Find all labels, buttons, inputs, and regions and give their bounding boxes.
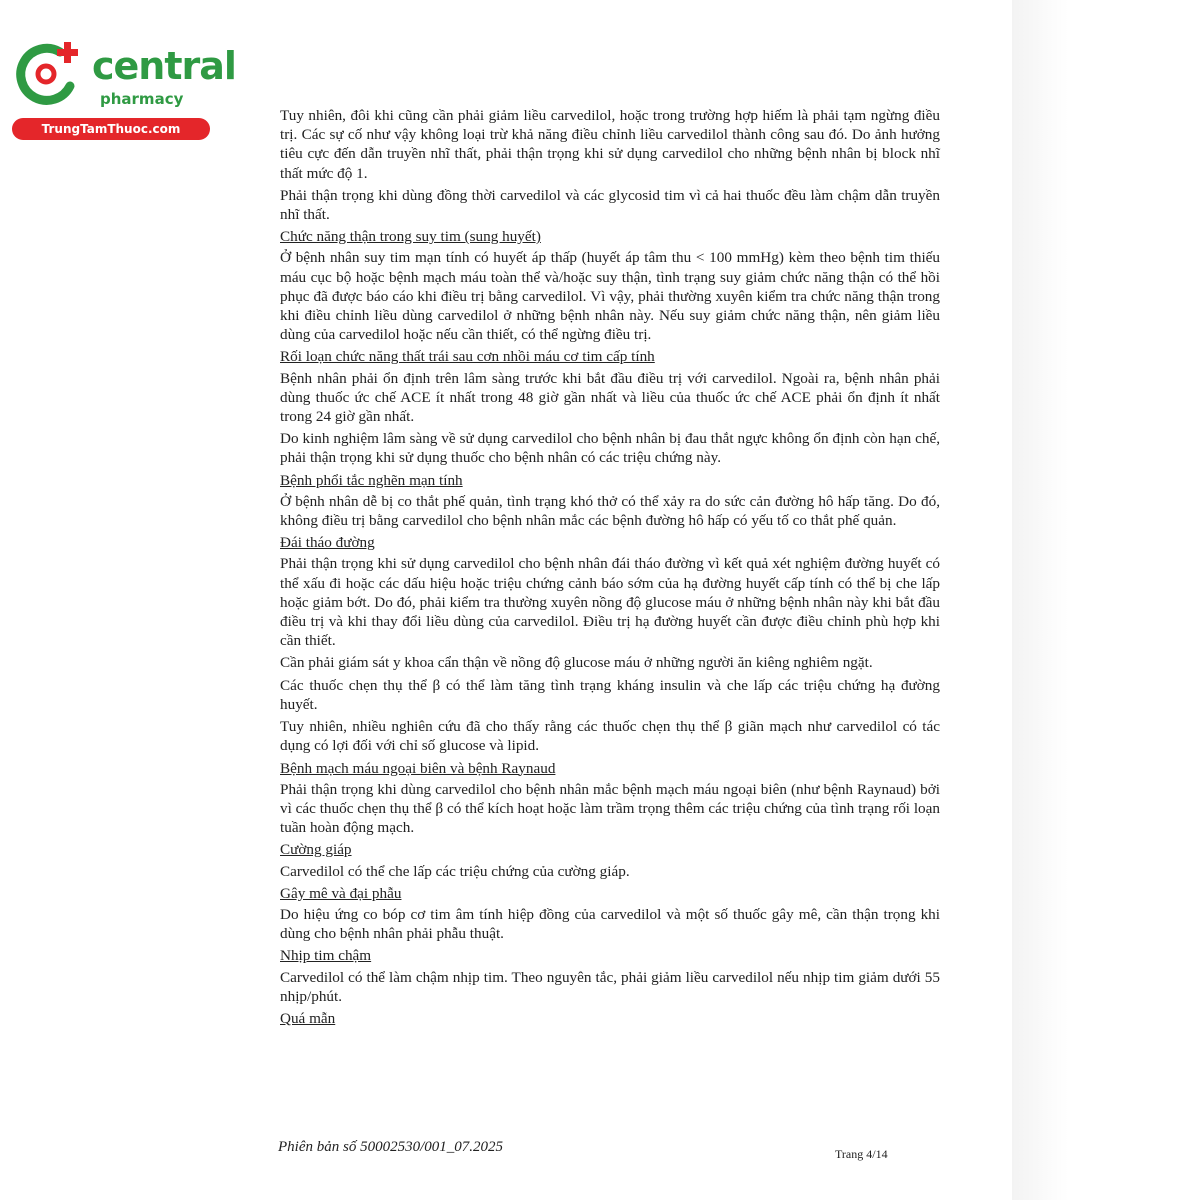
paragraph: Carvedilol có thể làm chậm nhịp tim. Theo nguyên tắc, phải giảm liều carvedilol nếu nhịp tim giảm dưới 55 nhịp/phút. xyxy=(280,968,940,1005)
paragraph: Carvedilol có thể che lấp các triệu chứng của cường giáp. xyxy=(280,862,630,880)
logo-name: central xyxy=(92,44,236,88)
section-heading: Quá mẫn xyxy=(280,1009,336,1027)
paragraph: Phải thận trọng khi dùng carvedilol cho bệnh nhân mắc bệnh mạch máu ngoại biên (như bệnh Raynaud) bởi vì các thuốc chẹn thụ thể β có thể kích hoạt hoặc làm trầm trọng thêm các triệu chứng của tình trạng rối loạn tuần hoàn động mạch. xyxy=(280,780,940,837)
section-heading: Rối loạn chức năng thất trái sau cơn nhồi máu cơ tim cấp tính xyxy=(280,348,655,366)
section-heading: Nhịp tim chậm xyxy=(280,947,372,965)
paragraph: Cần phải giám sát y khoa cẩn thận về nồng độ glucose máu ở những người ăn kiêng nghiêm ngặt. xyxy=(280,654,873,672)
paragraph: Ở bệnh nhân dễ bị co thắt phế quản, tình trạng khó thở có thể xảy ra do sức cản đường hô hấp tăng. Do đó, không điều trị bằng carvedilol cho bệnh nhân mắc các bệnh đường hô hấp có yếu tố co thắt phế quản. xyxy=(280,492,940,530)
paragraph: Tuy nhiên, đôi khi cũng cần phải giảm liều carvedilol, hoặc trong trường hợp hiếm là phải tạm ngừng điều trị. Các sự cố như vậy không loại trừ khả năng điều chỉnh liều carvedilol thành công sau đó. Do ảnh hưởng tiêu cực đến dẫn truyền nhĩ thất, phải thận trọng khi sử dụng carvedilol cho những bệnh nhân bị block nhĩ thất mức độ 1. xyxy=(280,107,940,182)
paragraph: Tuy nhiên, nhiều nghiên cứu đã cho thấy rằng các thuốc chẹn thụ thể β giãn mạch như carvedilol có tác dụng có lợi đối với chỉ số glucose và lipid. xyxy=(280,718,940,755)
page-edge-shadow xyxy=(1012,0,1200,1200)
section-heading: Bệnh mạch máu ngoại biên và bệnh Raynaud xyxy=(280,759,556,777)
document-body xyxy=(280,106,940,1030)
logo-website-banner: TrungTamThuoc.com xyxy=(12,118,210,140)
paragraph: Các thuốc chẹn thụ thể β có thể làm tăng tình trạng kháng insulin và che lấp các triệu chứng hạ đường huyết. xyxy=(280,676,940,713)
footer-version: Phiên bản số 50002530/001_07.2025 xyxy=(278,1139,503,1155)
paragraph: Ở bệnh nhân suy tim mạn tính có huyết áp thấp (huyết áp tâm thu < 100 mmHg) kèm theo bệnh tim thiếu máu cục bộ hoặc bệnh mạch máu toàn thể và/hoặc suy thận, tình trạng suy giảm chức năng thận có thể hồi phục đã được báo cáo khi điều trị bằng carvedilol. Vì vậy, phải thường xuyên kiểm tra chức năng thận trong khi điều chỉnh liều dùng carvedilol ở những bệnh nhân này. Nếu suy giảm chức năng thận, nên giảm liều dùng của carvedilol hoặc nếu cần thiết, có thể ngừng điều trị. xyxy=(280,249,940,344)
logo-subtitle: pharmacy xyxy=(100,90,184,108)
paragraph: Do hiệu ứng co bóp cơ tim âm tính hiệp đồng của carvedilol và một số thuốc gây mê, cần thận trọng khi dùng cho bệnh nhân phải phẫu thuật. xyxy=(280,905,940,943)
section-heading: Chức năng thận trong suy tim (sung huyết) xyxy=(280,228,541,246)
logo-c-cross-icon xyxy=(12,38,84,110)
paragraph: Phải thận trọng khi dùng đồng thời carvedilol và các glycosid tim vì cả hai thuốc đều làm chậm dẫn truyền nhĩ thất. xyxy=(280,186,940,224)
footer-page-number: Trang 4/14 xyxy=(835,1147,888,1161)
section-heading: Bệnh phổi tắc nghẽn mạn tính xyxy=(280,471,463,489)
section-heading: Cường giáp xyxy=(280,841,352,859)
paragraph: Bệnh nhân phải ổn định trên lâm sàng trước khi bắt đầu điều trị với carvedilol. Ngoài ra, bệnh nhân phải dùng thuốc ức chế ACE ít nhất trong 48 giờ gần nhất và liều của thuốc ức chế ACE phải ổn định ít nhất trong 24 giờ gần nhất. xyxy=(280,369,940,426)
paragraph: Phải thận trọng khi sử dụng carvedilol cho bệnh nhân đái tháo đường vì kết quả xét nghiệm đường huyết có thể xấu đi hoặc các dấu hiệu hoặc triệu chứng cảnh báo sớm của hạ đường huyết cấp tính có thể bị che lấp hoặc giảm bớt. Do đó, phải kiểm tra thường xuyên nồng độ glucose máu ở những bệnh nhân này khi bắt đầu điều trị và khi thay đổi liều dùng của carvedilol. Điều trị hạ đường huyết cần được điều chỉnh phù hợp khi cần thiết. xyxy=(280,555,940,650)
central-pharmacy-logo[interactable] xyxy=(12,38,236,138)
section-heading: Đái tháo đường xyxy=(280,534,375,552)
paragraph: Do kinh nghiệm lâm sàng về sử dụng carvedilol cho bệnh nhân bị đau thắt ngực không ổn định còn hạn chế, phải thận trọng khi sử dụng thuốc cho bệnh nhân có các triệu chứng này. xyxy=(280,430,940,467)
section-heading: Gây mê và đại phẫu xyxy=(280,884,402,902)
